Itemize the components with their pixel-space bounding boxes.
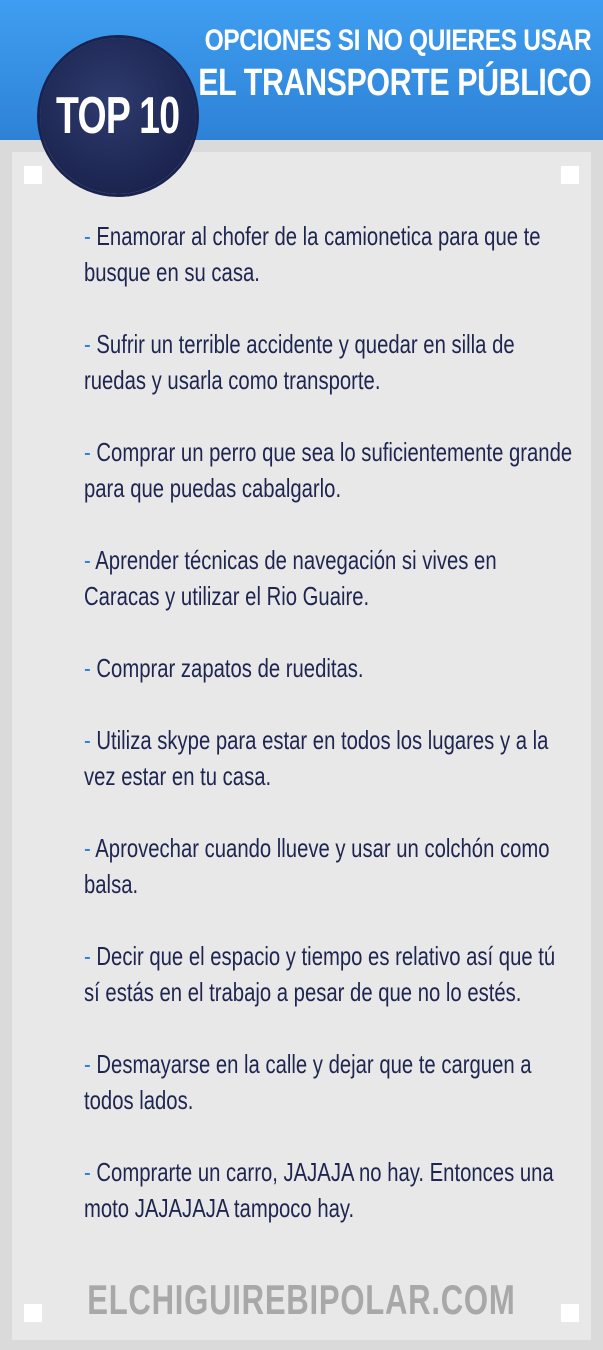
title-line-1: OPCIONES SI NO QUIERES USAR	[204, 24, 591, 57]
list-item	[84, 218, 574, 290]
content-panel	[12, 152, 591, 1340]
list-item-text: Enamorar al chofer de la camionetica para que te busque en su casa.	[84, 221, 541, 287]
bullet-dash: -	[84, 329, 97, 359]
bullet-dash: -	[84, 833, 96, 863]
corner-square-icon	[561, 166, 579, 184]
title-line-2: EL TRANSPORTE PÚBLICO	[197, 62, 591, 104]
list-item	[84, 1046, 574, 1118]
list-item	[84, 650, 574, 686]
list-item	[84, 938, 574, 1010]
list-item-text: Utiliza skype para estar en todos los lugares y a la vez estar en tu casa.	[84, 725, 549, 791]
site-url: ELCHIGUIREBIPOLAR.COM	[87, 1276, 516, 1323]
list-item-text: Aprender técnicas de navegación si vives en Caracas y utilizar el Rio Guaire.	[84, 545, 497, 611]
list-item-text: Comprar zapatos de rueditas.	[96, 653, 364, 683]
list-item-text: Sufrir un terrible accidente y quedar en silla de ruedas y usarla como transporte.	[84, 329, 515, 395]
list-item-text: Decir que el espacio y tiempo es relativo así que tú sí estás en el trabajo a pesar de que no lo estés.	[84, 941, 556, 1007]
list-item	[84, 542, 574, 614]
bullet-dash: -	[84, 725, 97, 755]
options-list	[84, 218, 574, 1226]
list-item-text: Comprar un perro que sea lo suficientemente grande para que puedas cabalgarlo.	[84, 437, 573, 503]
bullet-dash: -	[84, 1157, 97, 1187]
list-item-text: Aprovechar cuando llueve y usar un colchón como balsa.	[84, 833, 550, 899]
list-item-text: Desmayarse en la calle y dejar que te carguen a todos lados.	[84, 1049, 532, 1115]
bullet-dash: -	[84, 221, 97, 251]
bullet-dash: -	[84, 653, 97, 683]
bullet-dash: -	[84, 941, 97, 971]
bullet-dash: -	[84, 437, 97, 467]
corner-square-icon	[24, 166, 42, 184]
bullet-dash: -	[84, 1049, 97, 1079]
badge-text: TOP 10	[56, 87, 180, 145]
list-item	[84, 1154, 574, 1226]
bullet-dash: -	[84, 545, 96, 575]
list-item	[84, 722, 574, 794]
list-item-text: Comprarte un carro, JAJAJA no hay. Entonces una moto JAJAJAJA tampoco hay.	[84, 1157, 554, 1223]
list-item	[84, 830, 574, 902]
list-item	[84, 326, 574, 398]
list-item	[84, 434, 574, 506]
site-footer	[12, 1276, 591, 1324]
top10-badge	[40, 38, 196, 194]
